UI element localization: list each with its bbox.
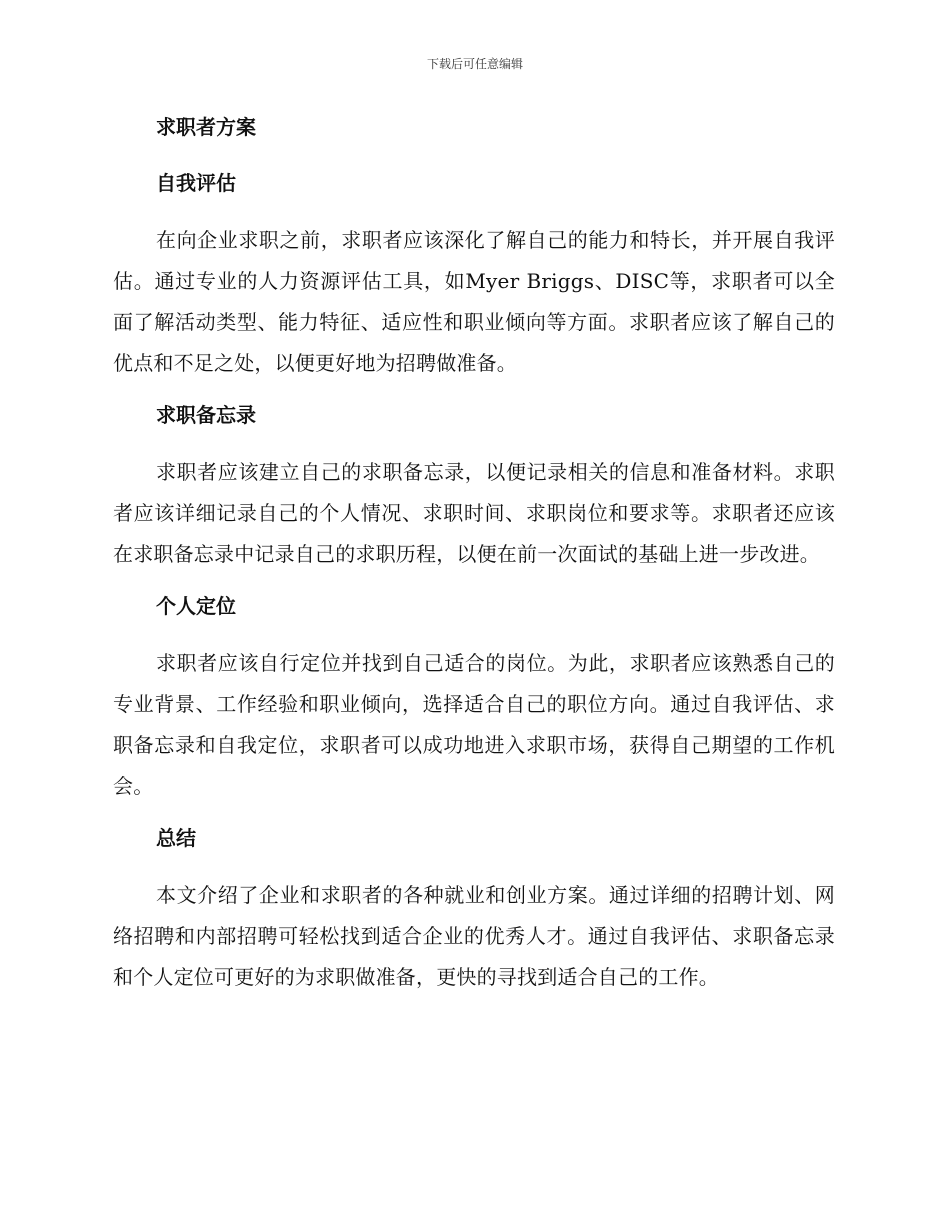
section-heading: 个人定位 — [156, 594, 236, 618]
section-heading: 总结 — [156, 826, 196, 850]
section-personal-positioning — [113, 587, 835, 807]
header-note: 下载后可任意编辑 — [426, 57, 523, 71]
section-paragraph: 求职者应该自行定位并找到自己适合的岗位。为此，求职者应该熟悉自己的专业背景、工作经验和职业倾向，选择适合自己的职位方向。通过自我评估、求职备忘录和自我定位，求职者可以成功地进入求职市场，获得自己期望的工作机会。 — [113, 651, 835, 798]
section-summary — [113, 819, 835, 998]
section-self-assessment — [113, 164, 835, 384]
section-paragraph: 本文介绍了企业和求职者的各种就业和创业方案。通过详细的招聘计划、网络招聘和内部招聘可轻松找到适合企业的优秀人才。通过自我评估、求职备忘录和个人定位可更好的为求职做准备，更快的寻找到适合自己的工作。 — [113, 883, 835, 989]
document-title: 求职者方案 — [156, 115, 256, 139]
section-paragraph: 求职者应该建立自己的求职备忘录，以便记录相关的信息和准备材料。求职者应该详细记录自己的个人情况、求职时间、求职岗位和要求等。求职者还应该在求职备忘录中记录自己的求职历程，以便在前一次面试的基础上进一步改进。 — [113, 460, 835, 566]
section-heading: 求职备忘录 — [156, 403, 256, 427]
section-job-memo — [113, 396, 835, 575]
section-paragraph: 在向企业求职之前，求职者应该深化了解自己的能力和特长，并开展自我评估。通过专业的人力资源评估工具，如Myer Briggs、DISC等，求职者可以全面了解活动类型、能力特征、适应性和职业倾向等方面。求职者应该了解自己的优点和不足之处，以便更好地为招聘做准备。 — [113, 228, 835, 375]
document-body — [113, 108, 835, 1010]
section-heading: 自我评估 — [156, 171, 236, 195]
